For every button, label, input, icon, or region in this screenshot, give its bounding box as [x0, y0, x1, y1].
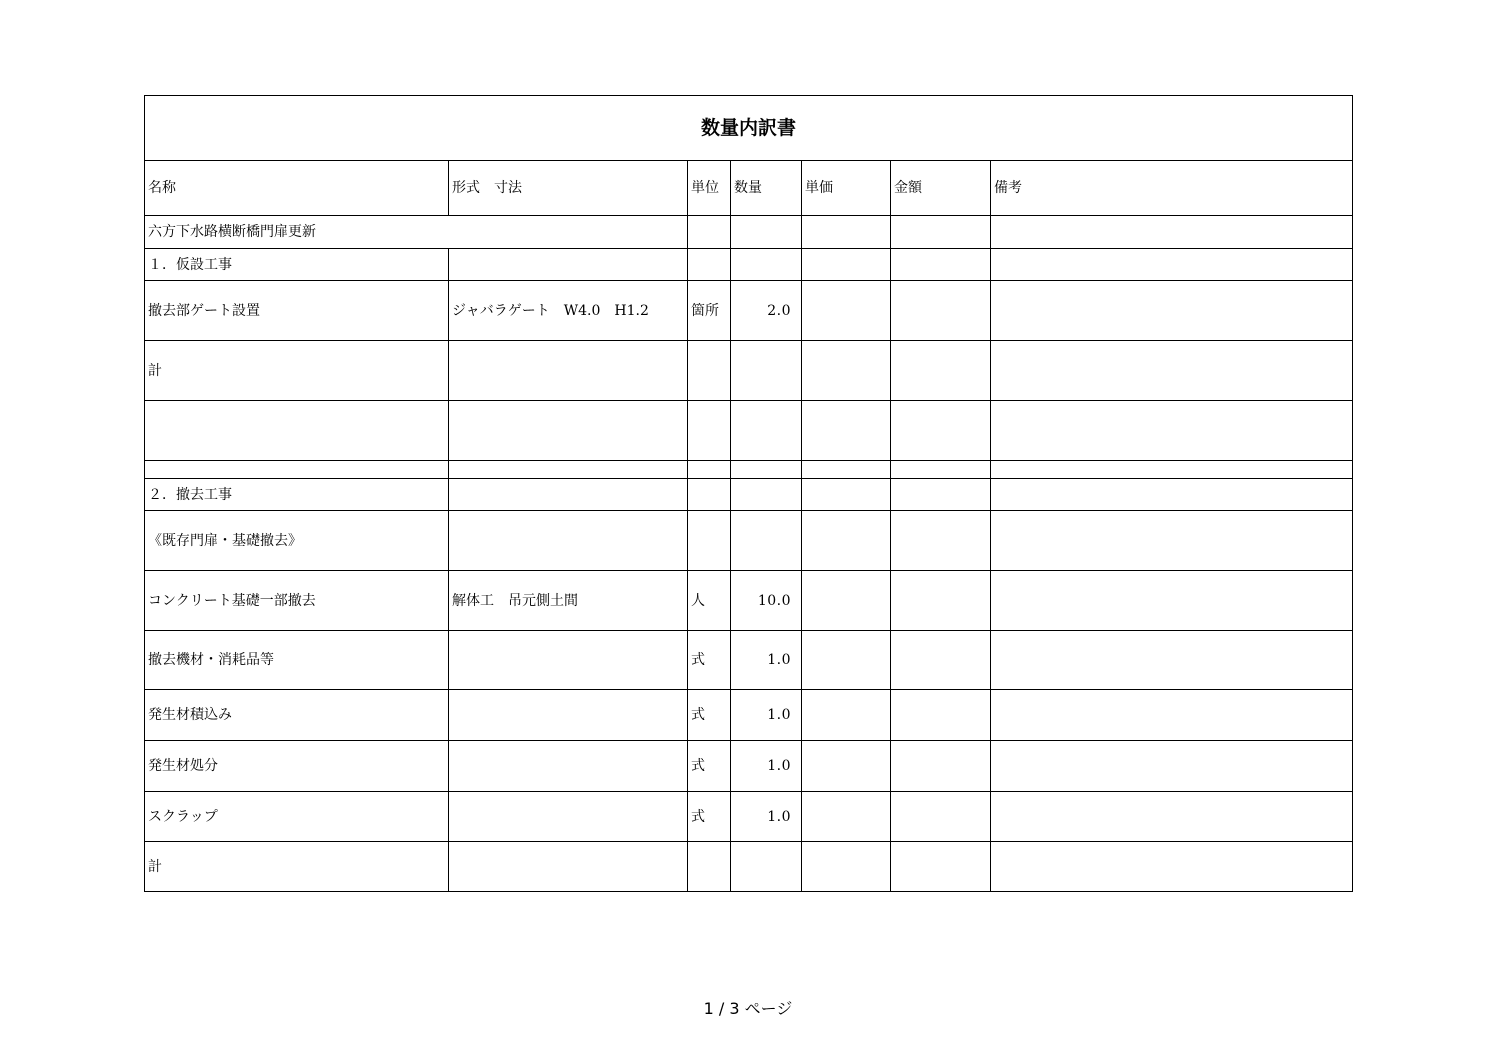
cell-amount	[891, 401, 991, 461]
cell-qty	[731, 511, 802, 571]
cell-amount	[891, 690, 991, 741]
cell-price	[802, 341, 891, 401]
cell-price	[802, 281, 891, 341]
table-row	[145, 511, 1353, 571]
cell-note	[991, 741, 1353, 792]
cell-amount	[891, 571, 991, 631]
cell-price	[802, 401, 891, 461]
cell-unit: 式	[688, 741, 731, 792]
cell-amount	[891, 461, 991, 479]
cell-amount	[891, 511, 991, 571]
cell-spec: ジャバラゲート W4.0 H1.2	[449, 281, 688, 341]
cell-name: コンクリート基礎一部撤去	[145, 571, 449, 631]
cell-note	[991, 401, 1353, 461]
cell-unit: 式	[688, 792, 731, 842]
cell-name	[145, 461, 449, 479]
cell-note	[991, 631, 1353, 690]
cell-note	[991, 842, 1353, 892]
cell-note	[991, 792, 1353, 842]
cell-unit: 人	[688, 571, 731, 631]
cell-qty	[731, 842, 802, 892]
cell-name: 計	[145, 341, 449, 401]
cell-amount	[891, 631, 991, 690]
cell-name: ２．撤去工事	[145, 479, 449, 511]
cell-unit	[688, 401, 731, 461]
cell-note	[991, 341, 1353, 401]
cell-price	[802, 479, 891, 511]
cell-qty: 1.0	[731, 690, 802, 741]
table-row	[145, 842, 1353, 892]
cell-unit: 式	[688, 631, 731, 690]
cell-unit	[688, 511, 731, 571]
page-number: 1 / 3 ページ	[703, 999, 793, 1018]
cell-amount	[891, 341, 991, 401]
cell-unit	[688, 461, 731, 479]
column-header-price: 単価	[802, 161, 891, 216]
table-row	[145, 690, 1353, 741]
cell-qty	[731, 341, 802, 401]
cell-unit	[688, 216, 731, 249]
cell-price	[802, 249, 891, 281]
document-title: 数量内訳書	[145, 96, 1353, 161]
cell-qty: 2.0	[731, 281, 802, 341]
cell-spec	[449, 511, 688, 571]
cell-price	[802, 461, 891, 479]
cell-spec	[449, 341, 688, 401]
cell-amount	[891, 281, 991, 341]
cell-unit: 式	[688, 690, 731, 741]
cell-price	[802, 571, 891, 631]
cell-qty	[731, 461, 802, 479]
table-row	[145, 792, 1353, 842]
cell-note	[991, 281, 1353, 341]
cell-note	[991, 511, 1353, 571]
cell-spec	[449, 249, 688, 281]
column-header-note: 備考	[991, 161, 1353, 216]
cell-note	[991, 479, 1353, 511]
cell-amount	[891, 792, 991, 842]
table-row	[145, 461, 1353, 479]
cell-spec	[449, 842, 688, 892]
cell-note	[991, 690, 1353, 741]
table-row	[145, 571, 1353, 631]
table-row	[145, 741, 1353, 792]
cell-note	[991, 249, 1353, 281]
cell-unit	[688, 341, 731, 401]
cell-name: 撤去機材・消耗品等	[145, 631, 449, 690]
cell-spec: 解体工 吊元側土間	[449, 571, 688, 631]
cell-name: スクラップ	[145, 792, 449, 842]
cell-price	[802, 741, 891, 792]
cell-name: 計	[145, 842, 449, 892]
column-header-unit: 単位	[688, 161, 731, 216]
quantity-breakdown-table	[144, 95, 1353, 892]
table-row	[145, 631, 1353, 690]
cell-name: １．仮設工事	[145, 249, 449, 281]
cell-qty: 1.0	[731, 631, 802, 690]
cell-amount	[891, 842, 991, 892]
cell-qty: 10.0	[731, 571, 802, 631]
cell-price	[802, 216, 891, 249]
cell-price	[802, 690, 891, 741]
project-row	[145, 216, 1353, 249]
table-row	[145, 341, 1353, 401]
column-header-name: 名称	[145, 161, 449, 216]
project-name: 六方下水路横断橋門扉更新	[145, 216, 688, 249]
cell-amount	[891, 216, 991, 249]
cell-qty: 1.0	[731, 741, 802, 792]
cell-qty	[731, 216, 802, 249]
cell-qty: 1.0	[731, 792, 802, 842]
cell-name: 撤去部ゲート設置	[145, 281, 449, 341]
cell-qty	[731, 479, 802, 511]
cell-spec	[449, 690, 688, 741]
cell-note	[991, 461, 1353, 479]
column-header-qty: 数量	[731, 161, 802, 216]
cell-note	[991, 216, 1353, 249]
title-row	[145, 96, 1353, 161]
cell-unit	[688, 842, 731, 892]
cell-unit	[688, 479, 731, 511]
cell-qty	[731, 249, 802, 281]
cell-price	[802, 511, 891, 571]
cell-amount	[891, 249, 991, 281]
cell-name: 発生材処分	[145, 741, 449, 792]
cell-spec	[449, 792, 688, 842]
cell-spec	[449, 461, 688, 479]
cell-name	[145, 401, 449, 461]
table-row	[145, 479, 1353, 511]
header-row	[145, 161, 1353, 216]
cell-name: 《既存門扉・基礎撤去》	[145, 511, 449, 571]
column-header-amount: 金額	[891, 161, 991, 216]
column-header-spec: 形式 寸法	[449, 161, 688, 216]
cell-name: 発生材積込み	[145, 690, 449, 741]
cell-spec	[449, 631, 688, 690]
cell-unit	[688, 249, 731, 281]
cell-price	[802, 842, 891, 892]
cell-note	[991, 571, 1353, 631]
cell-spec	[449, 741, 688, 792]
cell-price	[802, 792, 891, 842]
cell-amount	[891, 741, 991, 792]
table-row	[145, 249, 1353, 281]
cell-spec	[449, 401, 688, 461]
table-row	[145, 401, 1353, 461]
table-row	[145, 281, 1353, 341]
cell-qty	[731, 401, 802, 461]
table-body	[145, 249, 1353, 892]
cell-unit: 箇所	[688, 281, 731, 341]
cell-amount	[891, 479, 991, 511]
cell-spec	[449, 479, 688, 511]
cell-price	[802, 631, 891, 690]
